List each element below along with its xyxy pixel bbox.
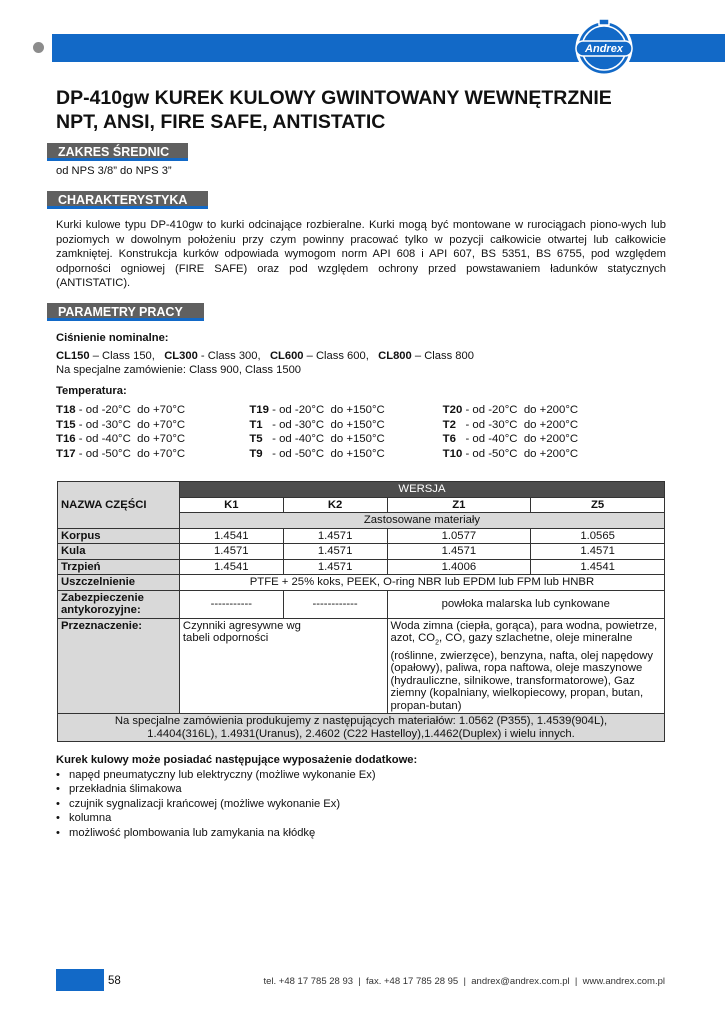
temp-range: - od -30°C do +70°C: [75, 418, 186, 431]
version-header: WERSJA: [179, 482, 664, 498]
footnote-line: Na specjalne zamówienia produkujemy z następujących materiałów: 1.0562 (P355), 1.4539(904L),: [114, 715, 608, 728]
list-item: • kolumna: [56, 811, 417, 826]
purpose-k-line: tabeli odporności: [182, 632, 269, 644]
table-cell: 1.4541: [531, 559, 665, 575]
row-label: Przeznaczenie:: [58, 618, 180, 714]
equipment-list: [56, 768, 417, 841]
temperature-cell: [249, 403, 442, 418]
temperature-cell: [443, 418, 636, 433]
page-number: 58: [108, 975, 121, 987]
temp-code: T1: [249, 418, 263, 431]
temperature-cell: [56, 432, 249, 447]
class-desc: – Class 800: [411, 350, 474, 362]
table-row: [58, 575, 665, 591]
pressure-classes: [56, 349, 474, 364]
version-z1: Z1: [387, 497, 531, 513]
characteristics-paragraph: Kurki kulowe typu DP-410gw to kurki odcinające rozbieralne. Kurki mogą być montowane w rurociągach piono-wych lub poziomych w dowolnym położeniu przy czym powinny pracować tylko w pozycji całkowicie otwartej lub całkowicie zamkniętej. Konstrukcja kurków odpowiada wymogom norm API 608 i API 607, BS 5351, BS 6755, pod względem odporności ogniowej (FIRE SAFE) oraz pod względem ochrony przed powstawaniem ładunków statycznych (ANTISTATIC).: [56, 219, 666, 289]
section-heading-parametry: PARAMETRY PRACY: [47, 303, 204, 321]
class-desc: - Class 300,: [197, 350, 270, 362]
temp-range: - od -20°C do +200°C: [462, 404, 579, 416]
temp-code: T5: [249, 433, 263, 445]
pressure-label: Ciśnienie nominalne:: [56, 332, 169, 344]
footer-accent-box: [56, 969, 104, 991]
temperature-row: [56, 418, 636, 433]
table-cell: 1.4541: [179, 528, 283, 544]
temp-range: - od -40°C do +200°C: [455, 433, 579, 445]
class-code: CL150: [56, 350, 90, 362]
row-label: Korpus: [58, 528, 180, 544]
table-footnote: [58, 714, 665, 742]
version-k1: K1: [179, 497, 283, 513]
temperature-cell: [56, 418, 249, 433]
diameter-range-text: od NPS 3/8” do NPS 3”: [56, 165, 172, 177]
decorative-dot: [33, 42, 44, 53]
temp-code: T17: [56, 447, 76, 460]
table-cell: 1.0577: [387, 528, 531, 544]
table-cell: 1.4571: [387, 544, 531, 560]
svg-text:Andrex: Andrex: [585, 43, 623, 55]
materials-table: [57, 481, 665, 742]
temp-code: T16: [56, 433, 76, 445]
purpose-z: [387, 618, 665, 714]
table-cell: 1.4571: [283, 559, 387, 575]
temp-range: - od -20°C do +70°C: [75, 404, 186, 416]
class-desc: – Class 150,: [89, 350, 165, 362]
materials-subheader: Zastosowane materiały: [179, 513, 664, 529]
section-heading-zakres: ZAKRES ŚREDNIC: [47, 143, 188, 161]
row-label: [58, 590, 180, 618]
temperature-grid: [56, 403, 636, 461]
section-heading-charakterystyka: CHARAKTERYSTYKA: [47, 191, 208, 209]
table-cell: 1.4571: [531, 544, 665, 560]
purpose-k: [179, 618, 387, 714]
purpose-z-text: Woda zimna (ciepła, gorąca), para wodna, powietrze, azot, CO: [390, 619, 658, 644]
purpose-k-line: Czynniki agresywne wg: [182, 619, 301, 632]
temp-range: - od -40°C do +70°C: [75, 433, 186, 445]
table-cell: 1.4571: [283, 528, 387, 544]
class-code: CL300: [164, 350, 198, 362]
special-order-classes: Na specjalne zamówienie: Class 900, Class 1500: [56, 364, 302, 376]
temperature-cell: [56, 403, 249, 418]
list-item: • przekładnia ślimakowa: [56, 782, 417, 797]
table-cell: -----------: [179, 590, 283, 618]
row-label: Uszczelnienie: [58, 575, 180, 591]
temperature-row: [56, 403, 636, 418]
temp-code: T20: [442, 404, 463, 416]
temperature-cell: [56, 447, 249, 462]
table-cell: powłoka malarska lub cynkowane: [387, 590, 665, 618]
list-item: • napęd pneumatyczny lub elektryczny (możliwe wykonanie Ex): [56, 768, 417, 783]
list-item: • możliwość plombowania lub zamykania na kłódkę: [56, 826, 417, 841]
temperature-row: [56, 447, 636, 462]
title-line-2: NPT, ANSI, FIRE SAFE, ANTISTATIC: [56, 111, 386, 133]
andrex-logo: [573, 17, 635, 79]
temp-range: - od -50°C do +70°C: [75, 447, 186, 460]
table-row: [58, 528, 665, 544]
table-cell: ------------: [283, 590, 387, 618]
table-row: [58, 618, 665, 714]
page-title: [56, 86, 676, 134]
temperature-cell: [443, 403, 636, 418]
temp-range: - od -20°C do +150°C: [268, 404, 385, 416]
title-line-1: DP-410gw KUREK KULOWY GWINTOWANY WEWNĘTRZNIE: [56, 87, 612, 109]
temperature-cell: [249, 418, 442, 433]
class-code: CL600: [269, 350, 304, 362]
purpose-z-text: , CO, gazy szlachetne, oleje mineralne (roślinne, zwierzęce), benzyna, nafta, olej napędowy (opałowy), paliwa, ropa naftowa, oleje maszynowe (hydrauliczne, silnikowe, transformatorowe), Gaz ziemny (kopalniany, wielkopiecowy, propan, butan, propan-butan): [390, 632, 653, 712]
footer-contact: tel. +48 17 785 28 93 | fax. +48 17 785 28 95 | andrex@andrex.com.pl | www.andrex.com.pl: [263, 976, 665, 987]
temperature-cell: [249, 447, 442, 462]
class-code: CL800: [378, 350, 412, 362]
temp-range: - od -30°C do +150°C: [262, 418, 385, 431]
seal-value: PTFE + 25% koks, PEEK, O-ring NBR lub EPDM lub FPM lub HNBR: [179, 575, 664, 591]
table-row: [58, 714, 665, 742]
version-z5: Z5: [531, 497, 665, 513]
table-row: [58, 482, 665, 498]
table-row: [58, 590, 665, 618]
temp-code: T19: [249, 404, 269, 416]
row-label: Trzpień: [58, 559, 180, 575]
temp-range: - od -50°C do +200°C: [462, 447, 579, 460]
temperature-cell: [249, 432, 442, 447]
temp-code: T9: [249, 447, 263, 460]
temperature-row: [56, 432, 636, 447]
row-label: Kula: [58, 544, 180, 560]
temp-code: T10: [442, 447, 463, 460]
class-desc: – Class 600,: [303, 350, 379, 362]
corrosion-label-1: Zabezpieczenie: [61, 591, 144, 604]
corrosion-label-2: antykorozyjne:: [61, 604, 141, 616]
table-cell: 1.4571: [179, 544, 283, 560]
temp-code: T2: [442, 418, 456, 431]
table-row: [58, 544, 665, 560]
version-k2: K2: [283, 497, 387, 513]
temp-code: T15: [56, 418, 76, 431]
temp-range: - od -50°C do +150°C: [262, 447, 385, 460]
equipment-heading: Kurek kulowy może posiadać następujące wyposażenie dodatkowe:: [56, 754, 418, 766]
list-item: • czujnik sygnalizacji krańcowej (możliwe wykonanie Ex): [56, 797, 417, 812]
footnote-line: 1.4404(316L), 1.4931(Uranus), 2.4602 (C22 Hastelloy),1.4462(Duplex) i wielu innych.: [147, 727, 575, 740]
temperature-cell: [443, 447, 636, 462]
part-name-header: NAZWA CZĘŚCI: [58, 482, 180, 529]
purpose-z-sub: 2: [435, 639, 439, 647]
equipment-section: [56, 753, 417, 841]
temp-code: T18: [56, 404, 76, 416]
table-cell: 1.0565: [531, 528, 665, 544]
table-cell: 1.4571: [283, 544, 387, 560]
temp-range: - od -40°C do +150°C: [262, 433, 385, 445]
temperature-cell: [443, 432, 636, 447]
table-row: [58, 559, 665, 575]
temp-code: T6: [442, 433, 456, 445]
table-cell: 1.4541: [179, 559, 283, 575]
temperature-label: Temperatura:: [56, 385, 127, 397]
table-cell: 1.4006: [387, 559, 531, 575]
temp-range: - od -30°C do +200°C: [455, 418, 579, 431]
